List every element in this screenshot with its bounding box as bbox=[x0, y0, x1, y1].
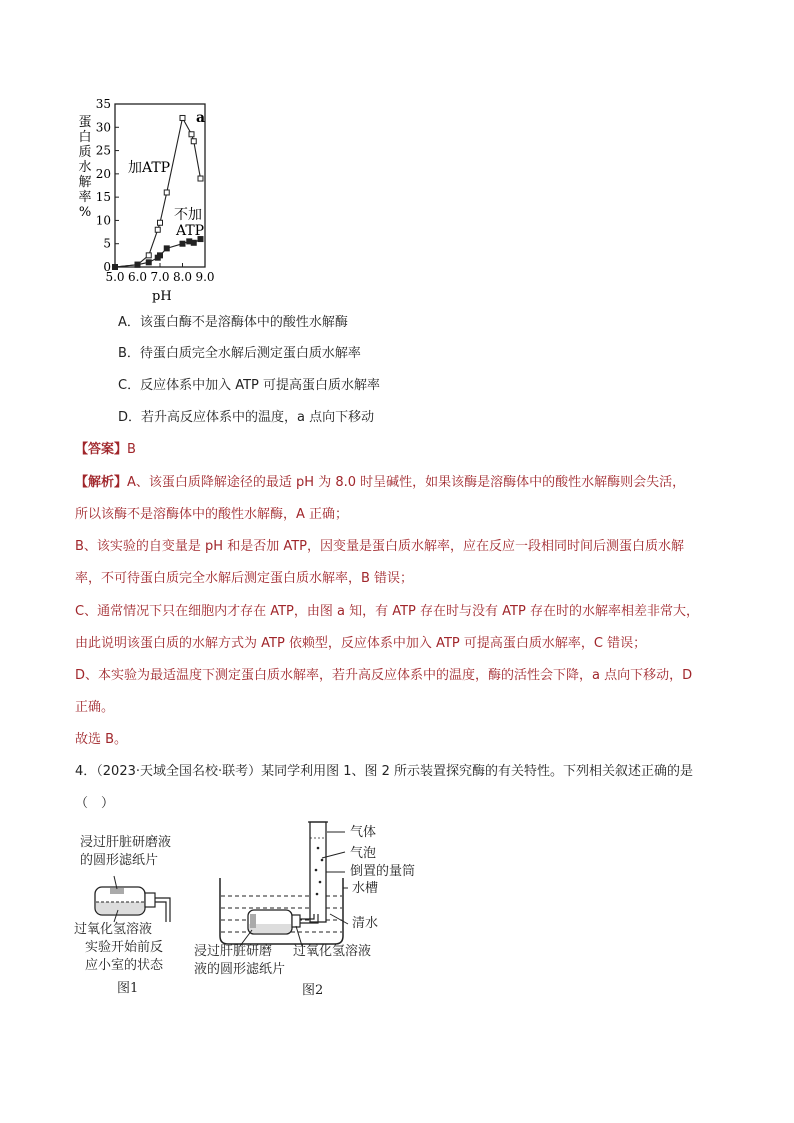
data-point-without-atp-6 bbox=[180, 241, 185, 246]
fig1-label-filter-1: 浸过肝脏研磨液 bbox=[80, 835, 172, 850]
analysis-text-1: A、该蛋白质降解途径的最适 pH 为 8.0 时呈碱性，如果该酶是溶酶体中的酸性水解酶则会失活， bbox=[127, 475, 686, 490]
analysis-line-5: C、通常情况下只在细胞内才存在 ATP，由图 a 知，有 ATP 存在时与没有 ATP 存在时的水解率相差非常大， bbox=[75, 604, 699, 619]
data-point-with-atp-2 bbox=[146, 253, 151, 258]
option-b: B．待蛋白质完全水解后测定蛋白质水解率 bbox=[118, 346, 361, 361]
fig1-caption-2: 应小室的状态 bbox=[85, 958, 164, 973]
fig1-label-solution: 过氧化氢溶液 bbox=[74, 922, 153, 937]
answer-line bbox=[75, 441, 136, 459]
y-tick-label-20: 20 bbox=[95, 166, 111, 181]
y-label-char-5: 率 bbox=[78, 190, 92, 205]
analysis-line-4: 率，不可待蛋白质完全水解后测定蛋白质水解率，B 错误； bbox=[75, 571, 414, 586]
x-tick-label-9.0: 9.0 bbox=[195, 270, 215, 284]
fig1-label-filter-2: 的圆形滤纸片 bbox=[80, 853, 159, 868]
fig2-label-filter-2: 液的圆形滤纸片 bbox=[194, 962, 286, 977]
answer-tag: 【答案】 bbox=[75, 442, 128, 457]
question-4-blank: （ ） bbox=[75, 796, 115, 811]
y-label-char-0: 蛋 bbox=[78, 115, 92, 130]
x-tick-label-7.0: 7.0 bbox=[150, 270, 170, 284]
reaction-chamber-bottle bbox=[95, 876, 170, 922]
inverted-graduated-cylinder bbox=[308, 822, 328, 922]
data-point-without-atp-1 bbox=[135, 262, 140, 267]
fig2-label-filter-1: 浸过肝脏研磨 bbox=[194, 944, 273, 959]
x-tick-label-8.0: 8.0 bbox=[172, 270, 193, 284]
series-label-with-atp: 加ATP bbox=[128, 160, 171, 176]
fig2-title: 图2 bbox=[302, 983, 324, 998]
y-tick-label-10: 10 bbox=[95, 213, 111, 228]
fig2-label-water: 清水 bbox=[352, 916, 379, 931]
point-label-a: a bbox=[196, 110, 206, 126]
hydrolysis-chart bbox=[70, 92, 230, 307]
data-point-without-atp-4 bbox=[158, 253, 163, 258]
x-tick-label-5.0: 5.0 bbox=[105, 270, 125, 284]
y-tick-label-35: 35 bbox=[95, 97, 111, 111]
option-d: D．若升高反应体系中的温度，a 点向下移动 bbox=[118, 410, 375, 425]
series-label-without-atp-line2: ATP bbox=[176, 223, 205, 239]
y-tick-label-30: 30 bbox=[95, 120, 111, 135]
y-tick-label-25: 25 bbox=[95, 143, 111, 158]
data-point-with-atp-4 bbox=[158, 220, 163, 225]
data-point-with-atp-7 bbox=[189, 132, 194, 137]
question-4-stem: 4．（2023·天域全国名校·联考）某同学利用图 1、图 2 所示装置探究酶的有关特性。下列相关叙述正确的是 bbox=[75, 764, 694, 779]
analysis-line-6: 由此说明该蛋白质的水解方式为 ATP 依赖型，反应体系中加入 ATP 可提高蛋白质水解率，C 错误； bbox=[75, 636, 647, 651]
x-tick-label-6.0: 6.0 bbox=[127, 270, 148, 284]
reaction-chamber-submerged bbox=[248, 910, 318, 934]
data-point-with-atp-5 bbox=[164, 190, 169, 195]
x-axis-label: pH bbox=[152, 289, 172, 304]
data-point-with-atp-8 bbox=[191, 139, 196, 144]
data-point-without-atp-8 bbox=[191, 240, 196, 245]
chart-series bbox=[113, 115, 204, 269]
y-label-char-6: % bbox=[78, 205, 92, 220]
analysis-line-7: D、本实验为最适温度下测定蛋白质水解率，若升高反应体系中的温度，酶的活性会下降，a 点向下移动，D bbox=[75, 668, 693, 683]
analysis-line-3: B、该实验的自变量是 pH 和是否加 ATP，因变量是蛋白质水解率，应在反应一段相同时间后测蛋白质水解 bbox=[75, 539, 685, 554]
fig2-label-gas: 气体 bbox=[350, 825, 377, 840]
analysis-line-9: 故选 B。 bbox=[75, 732, 128, 747]
fig2-label-bubble: 气泡 bbox=[350, 846, 377, 861]
analysis-tag: 【解析】 bbox=[75, 475, 128, 490]
series-label-without-atp-line1: 不加 bbox=[174, 207, 202, 223]
y-tick-label-5: 5 bbox=[103, 236, 111, 251]
option-a: A．该蛋白酶不是溶酶体中的酸性水解酶 bbox=[118, 315, 348, 330]
data-point-with-atp-9 bbox=[198, 176, 203, 181]
analysis-line-1 bbox=[75, 474, 685, 492]
option-c: C．反应体系中加入 ATP 可提高蛋白质水解率 bbox=[118, 378, 381, 393]
answer-value: B bbox=[127, 442, 136, 457]
data-point-without-atp-5 bbox=[164, 246, 169, 251]
data-point-with-atp-3 bbox=[155, 227, 160, 232]
fig2-label-tank: 水槽 bbox=[352, 881, 379, 896]
figure-2-apparatus bbox=[210, 818, 350, 958]
y-tick-label-15: 15 bbox=[95, 190, 111, 205]
y-axis-label bbox=[78, 115, 91, 220]
fig2-label-solution: 过氧化氢溶液 bbox=[293, 944, 372, 959]
data-point-without-atp-0 bbox=[113, 265, 118, 270]
data-point-without-atp-2 bbox=[146, 260, 151, 265]
y-label-char-1: 白 bbox=[78, 130, 92, 145]
y-tick-label-0: 0 bbox=[103, 260, 111, 274]
fig2-label-cylinder: 倒置的量筒 bbox=[350, 864, 416, 879]
fig1-caption-1: 实验开始前反 bbox=[85, 940, 164, 955]
y-label-char-4: 解 bbox=[78, 175, 92, 190]
analysis-line-8: 正确。 bbox=[75, 700, 115, 715]
series-line-with-atp bbox=[115, 118, 201, 267]
fig1-title: 图1 bbox=[117, 981, 139, 996]
analysis-line-2: 所以该酶不是溶酶体中的酸性水解酶，A 正确； bbox=[75, 507, 349, 522]
y-label-char-3: 水 bbox=[78, 160, 92, 175]
data-point-with-atp-6 bbox=[180, 115, 185, 120]
y-label-char-2: 质 bbox=[78, 145, 92, 160]
